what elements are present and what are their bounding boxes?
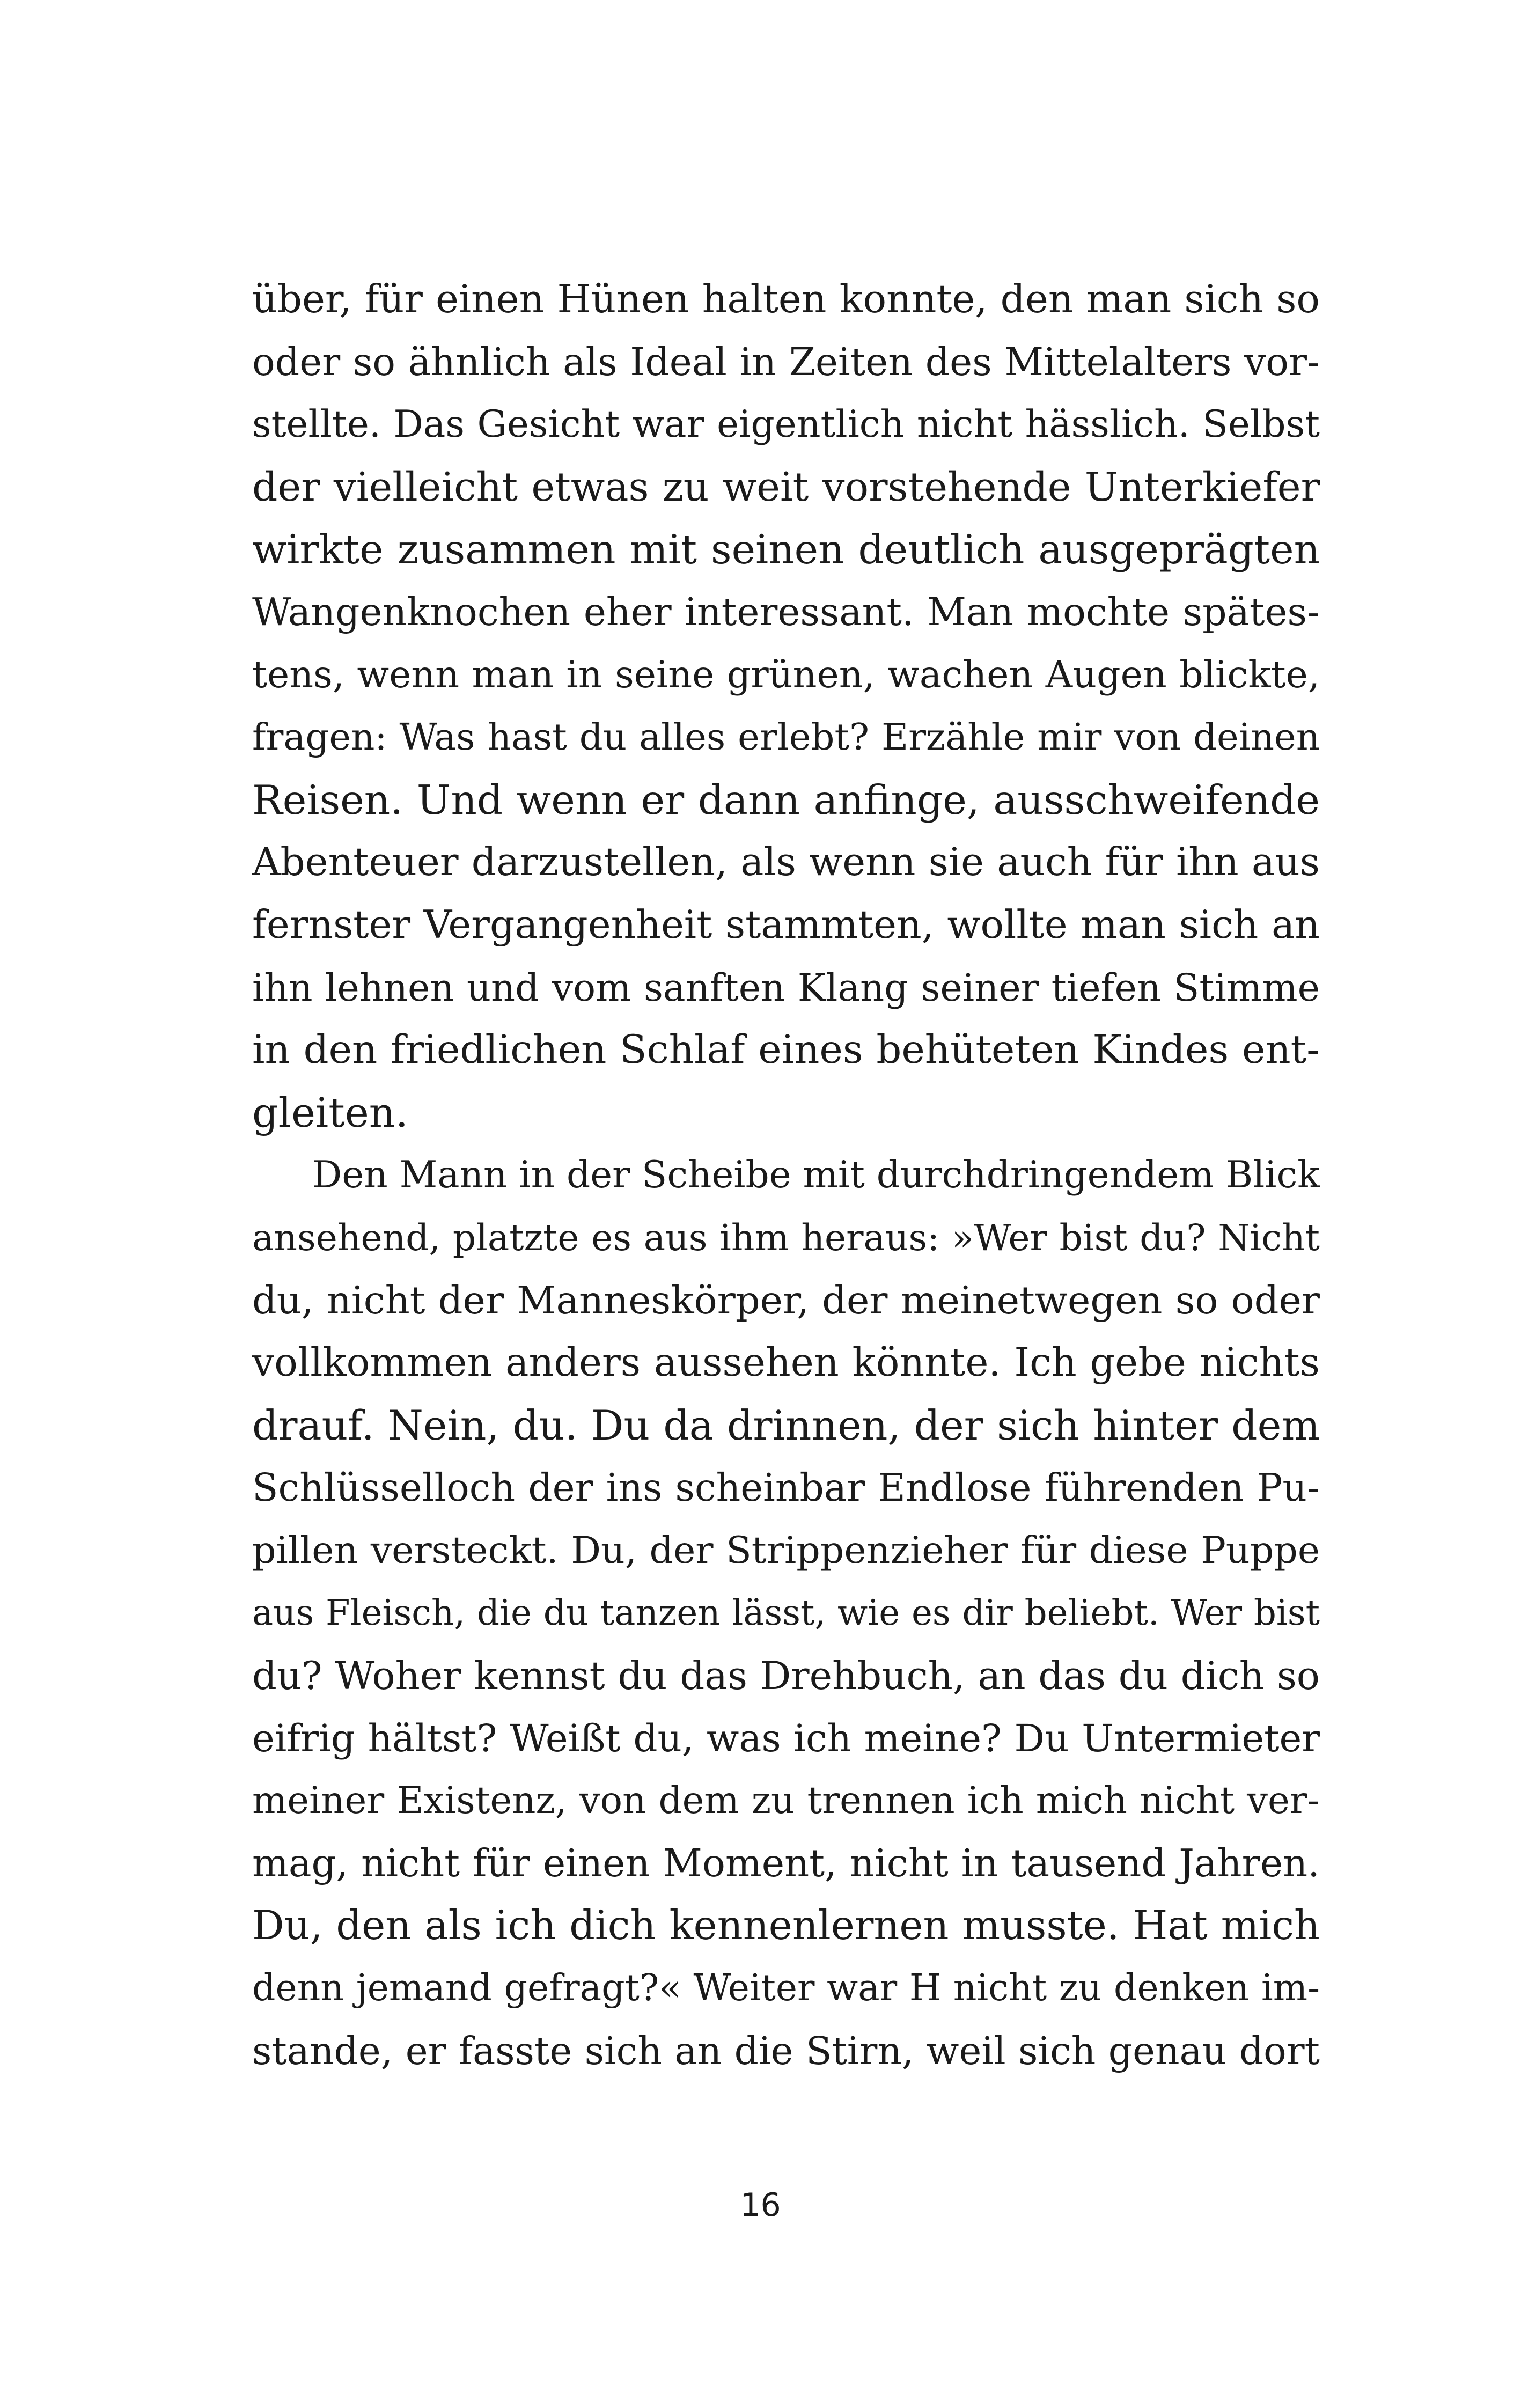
page-number: 16 <box>740 2186 781 2224</box>
text-line: tens, wenn man in seine grünen, wachen Augen blickte, <box>252 652 1320 696</box>
text-line: ihn lehnen und vom sanften Klang seiner tiefen Stimme <box>252 965 1320 1010</box>
paragraph-1 <box>252 268 1320 1144</box>
text-line: stellte. Das Gesicht war eigentlich nicht hässlich. Selbst <box>252 403 1320 446</box>
body-text <box>252 268 1320 2082</box>
text-line: oder so ähnlich als Ideal in Zeiten des Mittelalters vor- <box>252 339 1320 384</box>
text-line: Den Mann in der Scheibe mit durchdringendem Blick <box>312 1154 1320 1197</box>
text-line: du, nicht der Manneskörper, der meinetwegen so oder <box>252 1278 1320 1323</box>
text-line: eifrig hältst? Weißt du, was ich meine? Du Untermieter <box>252 1716 1320 1760</box>
text-line: über, für einen Hünen halten konnte, den man sich so <box>252 277 1320 322</box>
text-line: wirkte zusammen mit seinen deutlich ausgeprägten <box>252 526 1320 574</box>
text-line: in den friedlichen Schlaf eines behüteten Kindes ent- <box>252 1027 1320 1073</box>
text-line: Wangenknochen eher interessant. Man mochte spätes- <box>252 589 1320 634</box>
text-line: vollkommen anders aussehen könnte. Ich gebe nichts <box>252 1340 1320 1386</box>
text-line: der vielleicht etwas zu weit vorstehende Unterkiefer <box>252 464 1320 510</box>
text-line: Du, den als ich dich kennenlernen musste. Hat mich <box>252 1902 1320 1949</box>
text-line: fragen: Was hast du alles erlebt? Erzähle mir von deinen <box>252 716 1320 759</box>
paragraph-2 <box>252 1144 1320 2082</box>
text-line: fernster Vergangenheit stammten, wollte man sich an <box>252 902 1320 948</box>
text-line: Schlüsselloch der ins scheinbar Endlose führenden Pu- <box>252 1465 1320 1510</box>
text-line: drauf. Nein, du. Du da drinnen, der sich hinter dem <box>252 1401 1320 1449</box>
text-line: ansehend, platzte es aus ihm heraus: »Wer bist du? Nicht <box>252 1216 1320 1259</box>
text-line: Reisen. Und wenn er dann anfinge, ausschweifende <box>252 776 1320 824</box>
text-line: Abenteuer darzustellen, als wenn sie auch für ihn aus <box>252 840 1320 885</box>
text-line: meiner Existenz, von dem zu trennen ich mich nicht ver- <box>252 1779 1320 1823</box>
text-line: pillen versteckt. Du, der Strippenzieher für diese Puppe <box>252 1528 1320 1572</box>
text-line: mag, nicht für einen Moment, nicht in tausend Jahren. <box>252 1840 1320 1885</box>
text-line: aus Fleisch, die du tanzen lässt, wie es dir beliebt. Wer bist <box>252 1592 1320 1634</box>
text-line: denn jemand gefragt?« Weiter war H nicht zu denken im- <box>252 1967 1320 2010</box>
text-line: du? Woher kennst du das Drehbuch, an das du dich so <box>252 1653 1320 1699</box>
text-line: stande, er fasste sich an die Stirn, weil sich genau dort <box>252 2028 1320 2073</box>
text-line: gleiten. <box>252 1088 408 1136</box>
